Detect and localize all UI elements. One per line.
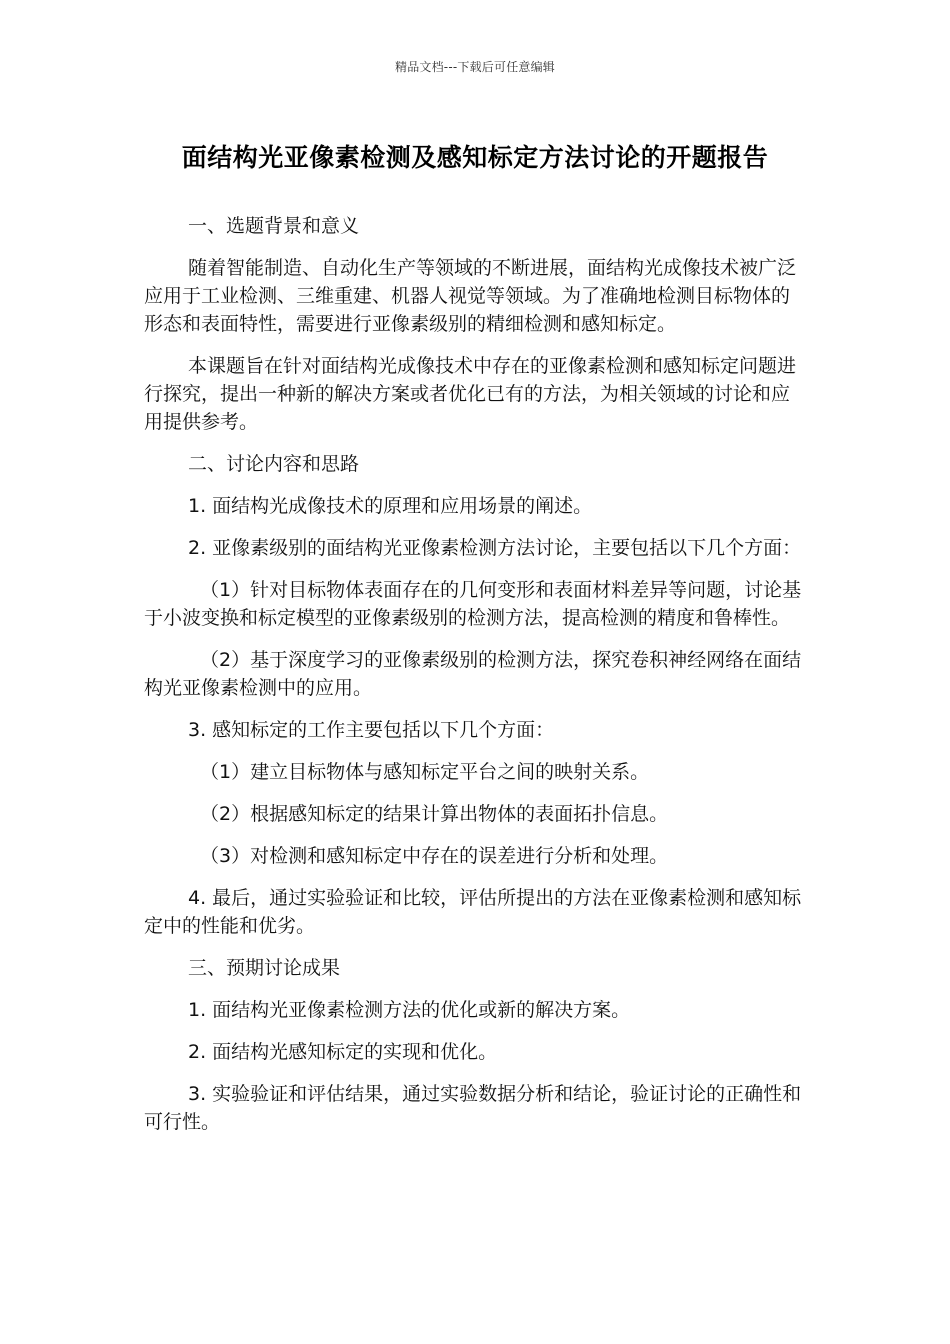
sub-item-3-2: （2）根据感知标定的结果计算出物体的表面拓扑信息。 bbox=[200, 803, 669, 825]
result-item-1: 1. 面结构光亚像素检测方法的优化或新的解决方案。 bbox=[188, 999, 631, 1021]
paragraph-background-1: 随着智能制造、自动化生产等领域的不断进展，面结构光成像技术被广泛应用于工业检测、三维重建、机器人视觉等领域。为了准确地检测目标物体的形态和表面特性，需要进行亚像素级别的精细检测和感知标定。 bbox=[144, 257, 797, 335]
sub-item-2-1: （1）针对目标物体表面存在的几何变形和表面材料差异等问题，讨论基于小波变换和标定模型的亚像素级别的检测方法，提高检测的精度和鲁棒性。 bbox=[144, 579, 802, 629]
sub-item-3-1: （1）建立目标物体与感知标定平台之间的映射关系。 bbox=[200, 761, 650, 783]
section-heading-content: 二、讨论内容和思路 bbox=[188, 453, 360, 475]
section-heading-results: 三、预期讨论成果 bbox=[188, 957, 341, 979]
sub-item-2-2: （2）基于深度学习的亚像素级别的检测方法，探究卷积神经网络在面结构光亚像素检测中的应用。 bbox=[144, 649, 802, 699]
list-item-4: 4. 最后，通过实验验证和比较，评估所提出的方法在亚像素检测和感知标定中的性能和优劣。 bbox=[144, 887, 802, 937]
result-item-3: 3. 实验验证和评估结果，通过实验数据分析和结论，验证讨论的正确性和可行性。 bbox=[144, 1083, 802, 1133]
list-item-2: 2. 亚像素级别的面结构光亚像素检测方法讨论，主要包括以下几个方面： bbox=[188, 537, 802, 559]
list-item-1: 1. 面结构光成像技术的原理和应用场景的阐述。 bbox=[188, 495, 593, 517]
sub-item-3-3: （3）对检测和感知标定中存在的误差进行分析和处理。 bbox=[200, 845, 669, 867]
result-item-2: 2. 面结构光感知标定的实现和优化。 bbox=[188, 1041, 498, 1063]
paragraph-background-2: 本课题旨在针对面结构光成像技术中存在的亚像素检测和感知标定问题进行探究，提出一种新的解决方案或者优化已有的方法，为相关领域的讨论和应用提供参考。 bbox=[144, 355, 797, 433]
list-item-3: 3. 感知标定的工作主要包括以下几个方面： bbox=[188, 719, 555, 741]
header-note: 精品文档---下载后可任意编辑 bbox=[395, 60, 555, 74]
section-heading-background: 一、选题背景和意义 bbox=[188, 215, 360, 237]
document-title: 面结构光亚像素检测及感知标定方法讨论的开题报告 bbox=[181, 143, 769, 172]
document-body bbox=[144, 212, 808, 1150]
